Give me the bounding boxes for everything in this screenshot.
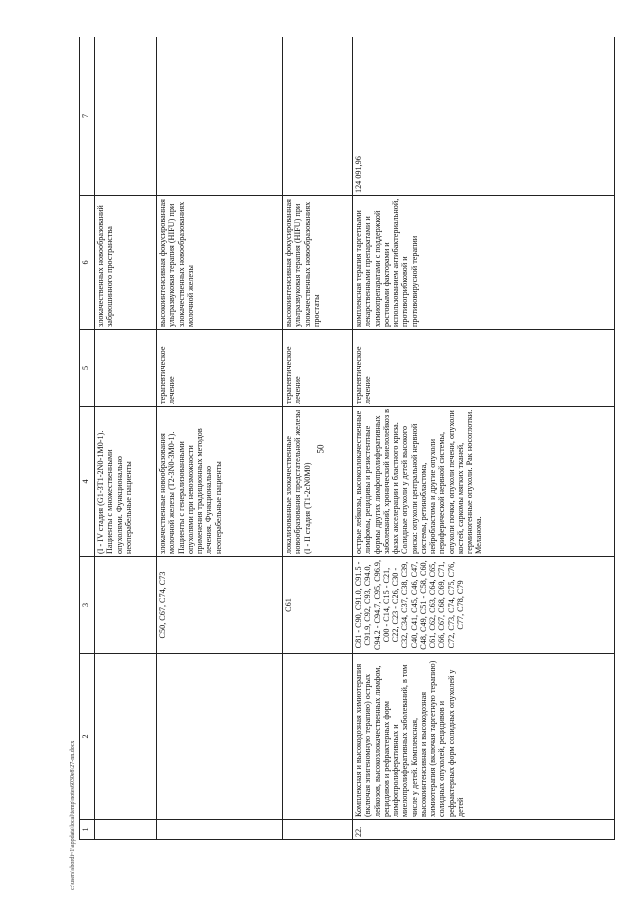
patient-model-cell: злокачественные новообразования молочной железы (T2-3N0-3M0-1). Пациенты с генерализованными опухолями при невозможности применения традиционных методов лечения. Функционально неоперабельные пациенты xyxy=(157,407,283,557)
icd-codes-cell: C61 xyxy=(283,557,353,654)
rotated-table-content xyxy=(79,37,615,840)
column-number: 6 xyxy=(80,196,95,330)
patient-model-cell: острые лейкозы, высокозлокачественные лимфомы, рецидивы и резистентные формы других лимфопролиферативных заболеваний, хронический миелолейкоз в фазах акселерации и бластного криза. Солидные опухоли у детей высокого риска: опухоли центральной нервной системы, ретинобластома, нейробластома и другие опухоли периферической нервной системы, опухоли почки, опухоли печени, опухоли костей, саркомы мягких тканей, герминогенные опухоли. Рак носоглотки. Меланома. xyxy=(353,407,615,557)
column-number: 5 xyxy=(80,330,95,407)
table-cell xyxy=(95,330,157,407)
table-cell xyxy=(157,820,283,840)
table-row xyxy=(157,37,283,840)
table-cell xyxy=(283,820,353,840)
method-cell: высокоинтенсивная фокусированная ультразвуковая терапия (HIFU) при злокачественных новообразованиях молочной железы xyxy=(157,196,283,330)
table-cell xyxy=(95,820,157,840)
column-number: 4 xyxy=(80,407,95,557)
column-number-row xyxy=(80,37,95,840)
table-cell xyxy=(283,654,353,820)
table-cell xyxy=(95,654,157,820)
rotated-table-frame xyxy=(79,37,615,840)
table-cell xyxy=(95,37,157,196)
continuation-row xyxy=(95,37,157,840)
cost-cell: 124 091,96 xyxy=(353,37,615,196)
table-cell xyxy=(157,654,283,820)
table-row xyxy=(283,37,353,840)
column-number: 2 xyxy=(80,654,95,820)
method-cell: комплексная терапия таргетными лекарственными препаратами и химиопрепаратами с поддержкой ростовыми факторами и использованием антибактериальной, противогрибковой и противовирусной терапии xyxy=(353,196,615,330)
table-row xyxy=(353,37,615,840)
patient-model-cell: локализованные злокачественные новообразования предстательной железы (I - II стадия (T1-2cN0M0) xyxy=(283,407,353,557)
row-number-cell: 22. xyxy=(353,820,615,840)
table-cell xyxy=(157,37,283,196)
treatment-type-cell: терапевтическое лечение xyxy=(157,330,283,407)
column-number: 3 xyxy=(80,557,95,654)
column-number: 1 xyxy=(80,820,95,840)
icd-codes-cell: C81 - C90, C91.0, C91.5 - C91.9, C92, C93, C94.0, C94.2 - C94.7, C95, C96.9, C00 - C14, C15 - C21, C22, C23 - C26, C30 - C32, C34, C37, C38, C39, C40, C41, C45, C46, C47, C48, C49, C51 - C58, C60, C61, C62, C63, C64, C65, C66, C67, C68, C69, C71, C72, C73, C74, C75, C76, C77, C78, C79 xyxy=(353,557,615,654)
patient-model-cell: (I - IV стадия (G1-3T1-2N0-1M0-1). Пациенты с множественными опухолями. Функционально неоперабельные пациенты xyxy=(95,407,157,557)
service-table xyxy=(79,37,615,840)
footer-file-path: c:\users\sbordi~1\appdata\local\temp\notes6030e8\27-nn.docx xyxy=(70,740,76,890)
column-number: 7 xyxy=(80,37,95,196)
icd-codes-cell: C50, C67, C74, C73 xyxy=(157,557,283,654)
method-cell: злокачественных новообразований забрюшинного пространства xyxy=(95,196,157,330)
treatment-type-cell: терапевтическое лечение xyxy=(353,330,615,407)
page-number: 50 xyxy=(315,444,326,454)
method-cell: высокоинтенсивная фокусированная ультразвуковая терапия (HIFU) при злокачественных новообразованиях простаты xyxy=(283,196,353,330)
table-cell xyxy=(283,37,353,196)
table-cell xyxy=(95,557,157,654)
service-name-cell: Комплексная и высокодозная химиотерапия (включая эпигеномную терапию) острых лейкозов, высокозлокачественных лимфом, рецидивов и рефрактерных форм лимфопролиферативных и миелопролиферативных заболеваний, в том числе у детей. Комплексная, высокоинтенсивная и высокодозная химиотерапия (включая таргетную терапию) солидных опухолей, рецидивов и рефрактерных форм солидных опухолей у детей xyxy=(353,654,615,820)
treatment-type-cell: терапевтическое лечение xyxy=(283,330,353,407)
